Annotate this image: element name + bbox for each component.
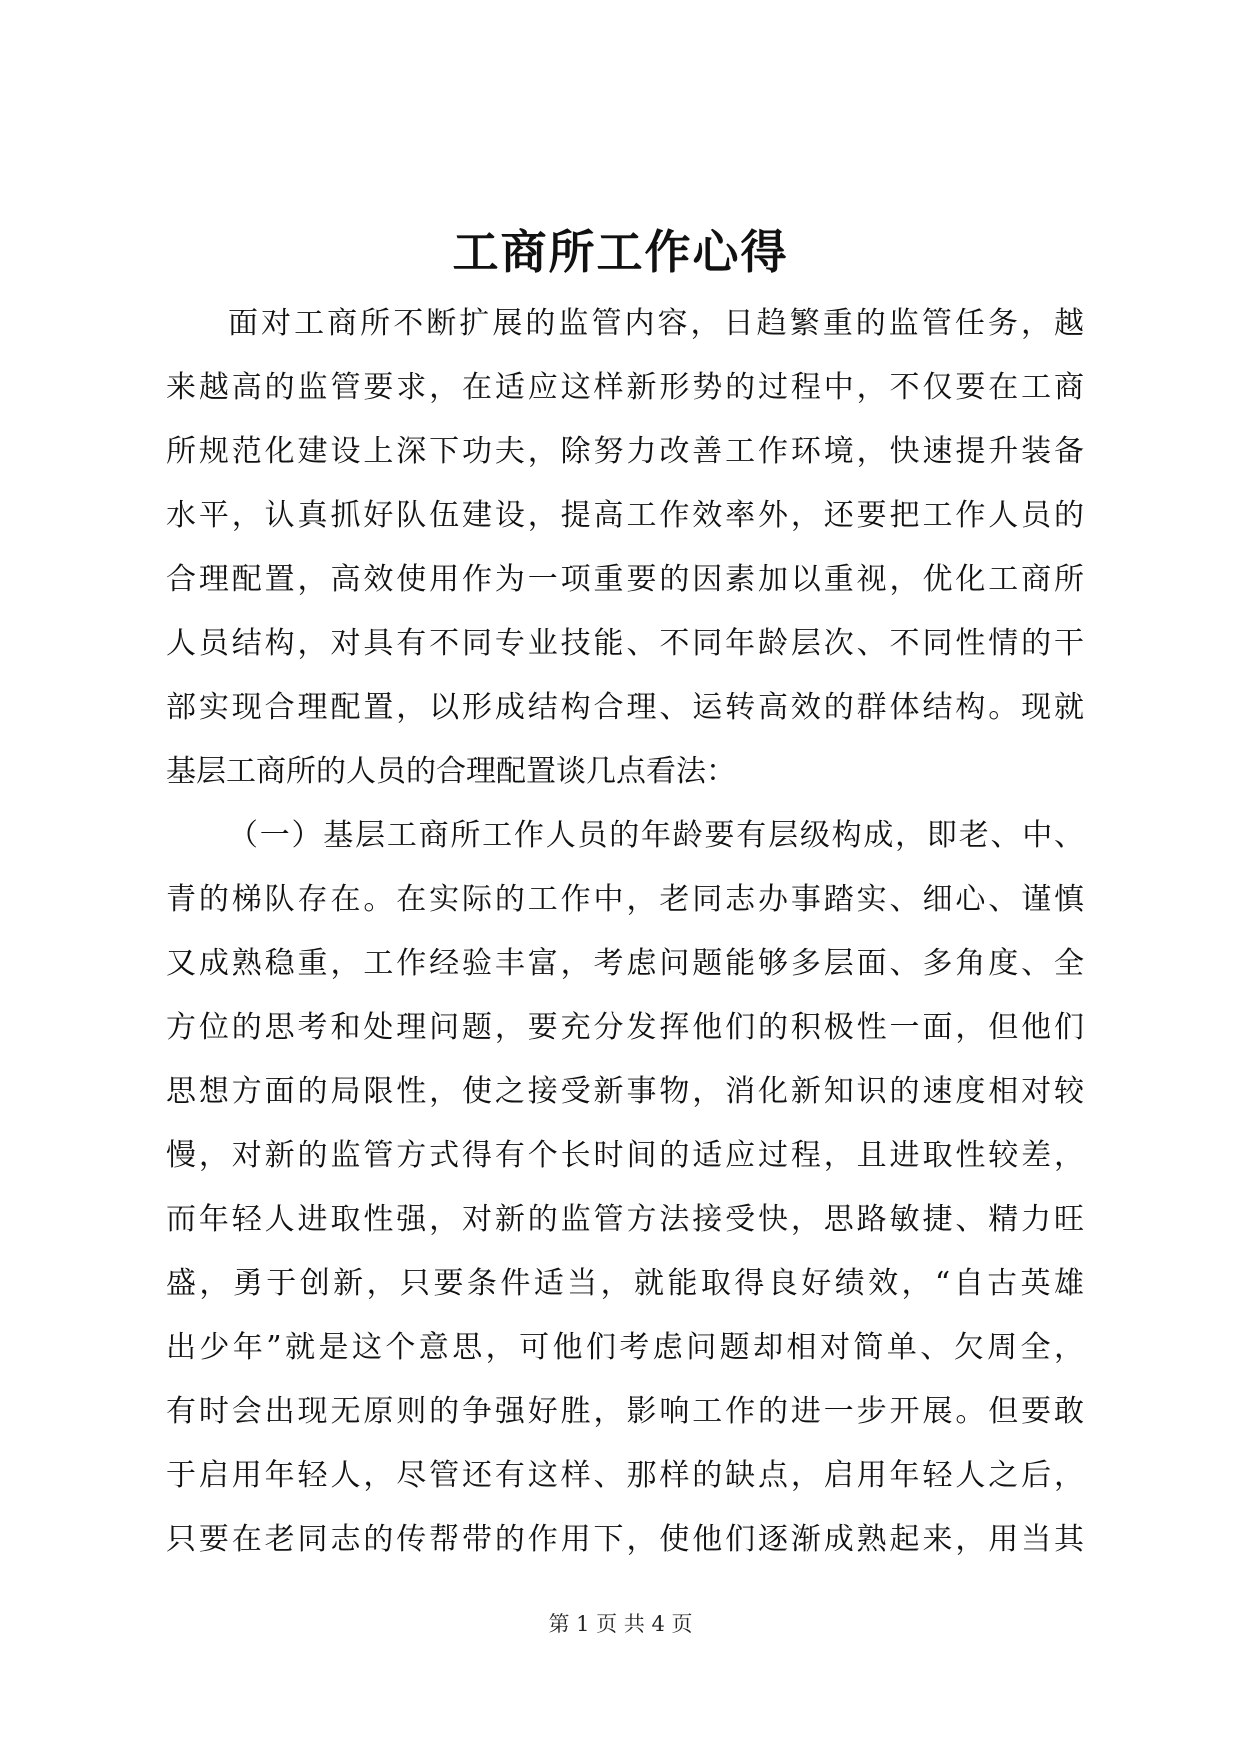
paragraph-2-line-4: 方位的思考和处理问题，要充分发挥他们的积极性一面，但他们 [166, 1010, 1084, 1045]
paragraph-1-line-2: 来越高的监管要求，在适应这样新形势的过程中，不仅要在工商 [166, 370, 1084, 405]
paragraph-1-line-8: 基层工商所的人员的合理配置谈几点看法： [166, 754, 736, 789]
paragraph-2-line-12: 只要在老同志的传帮带的作用下，使他们逐渐成熟起来，用当其 [166, 1522, 1084, 1557]
paragraph-1-line-5: 合理配置，高效使用作为一项重要的因素加以重视，优化工商所 [166, 562, 1084, 597]
paragraph-1-line-4: 水平，认真抓好队伍建设，提高工作效率外，还要把工作人员的 [166, 498, 1084, 533]
paragraph-2-line-11: 于启用年轻人，尽管还有这样、那样的缺点，启用年轻人之后， [166, 1458, 1084, 1493]
paragraph-1-line-6: 人员结构，对具有不同专业技能、不同年龄层次、不同性情的干 [166, 626, 1084, 661]
document-body [166, 292, 1084, 1572]
paragraph-2-line-9: 出少年”就是这个意思，可他们考虑问题却相对简单、欠周全， [166, 1330, 1084, 1365]
paragraph-2-line-5: 思想方面的局限性，使之接受新事物，消化新知识的速度相对较 [166, 1074, 1084, 1109]
paragraph-1-line-1: 面对工商所不断扩展的监管内容，日趋繁重的监管任务，越 [228, 306, 1084, 341]
paragraph-2-line-8: 盛，勇于创新，只要条件适当，就能取得良好绩效，“自古英雄 [166, 1266, 1084, 1301]
paragraph-1-line-7: 部实现合理配置，以形成结构合理、运转高效的群体结构。现就 [166, 690, 1084, 725]
page-number-footer: 第 1 页 共 4 页 [548, 1612, 693, 1636]
paragraph-1-line-3: 所规范化建设上深下功夫，除努力改善工作环境，快速提升装备 [166, 434, 1084, 469]
paragraph-2-line-3: 又成熟稳重，工作经验丰富，考虑问题能够多层面、多角度、全 [166, 946, 1084, 981]
paragraph-2-line-7: 而年轻人进取性强，对新的监管方法接受快，思路敏捷、精力旺 [166, 1202, 1084, 1237]
paragraph-2-line-10: 有时会出现无原则的争强好胜，影响工作的进一步开展。但要敢 [166, 1394, 1084, 1429]
document-title: 工商所工作心得 [452, 225, 789, 279]
paragraph-2-line-2: 青的梯队存在。在实际的工作中，老同志办事踏实、细心、谨慎 [166, 882, 1084, 917]
paragraph-2-line-1: （一）基层工商所工作人员的年龄要有层级构成，即老、中、 [228, 818, 1084, 853]
paragraph-2-line-6: 慢，对新的监管方式得有个长时间的适应过程，且进取性较差， [166, 1138, 1084, 1173]
